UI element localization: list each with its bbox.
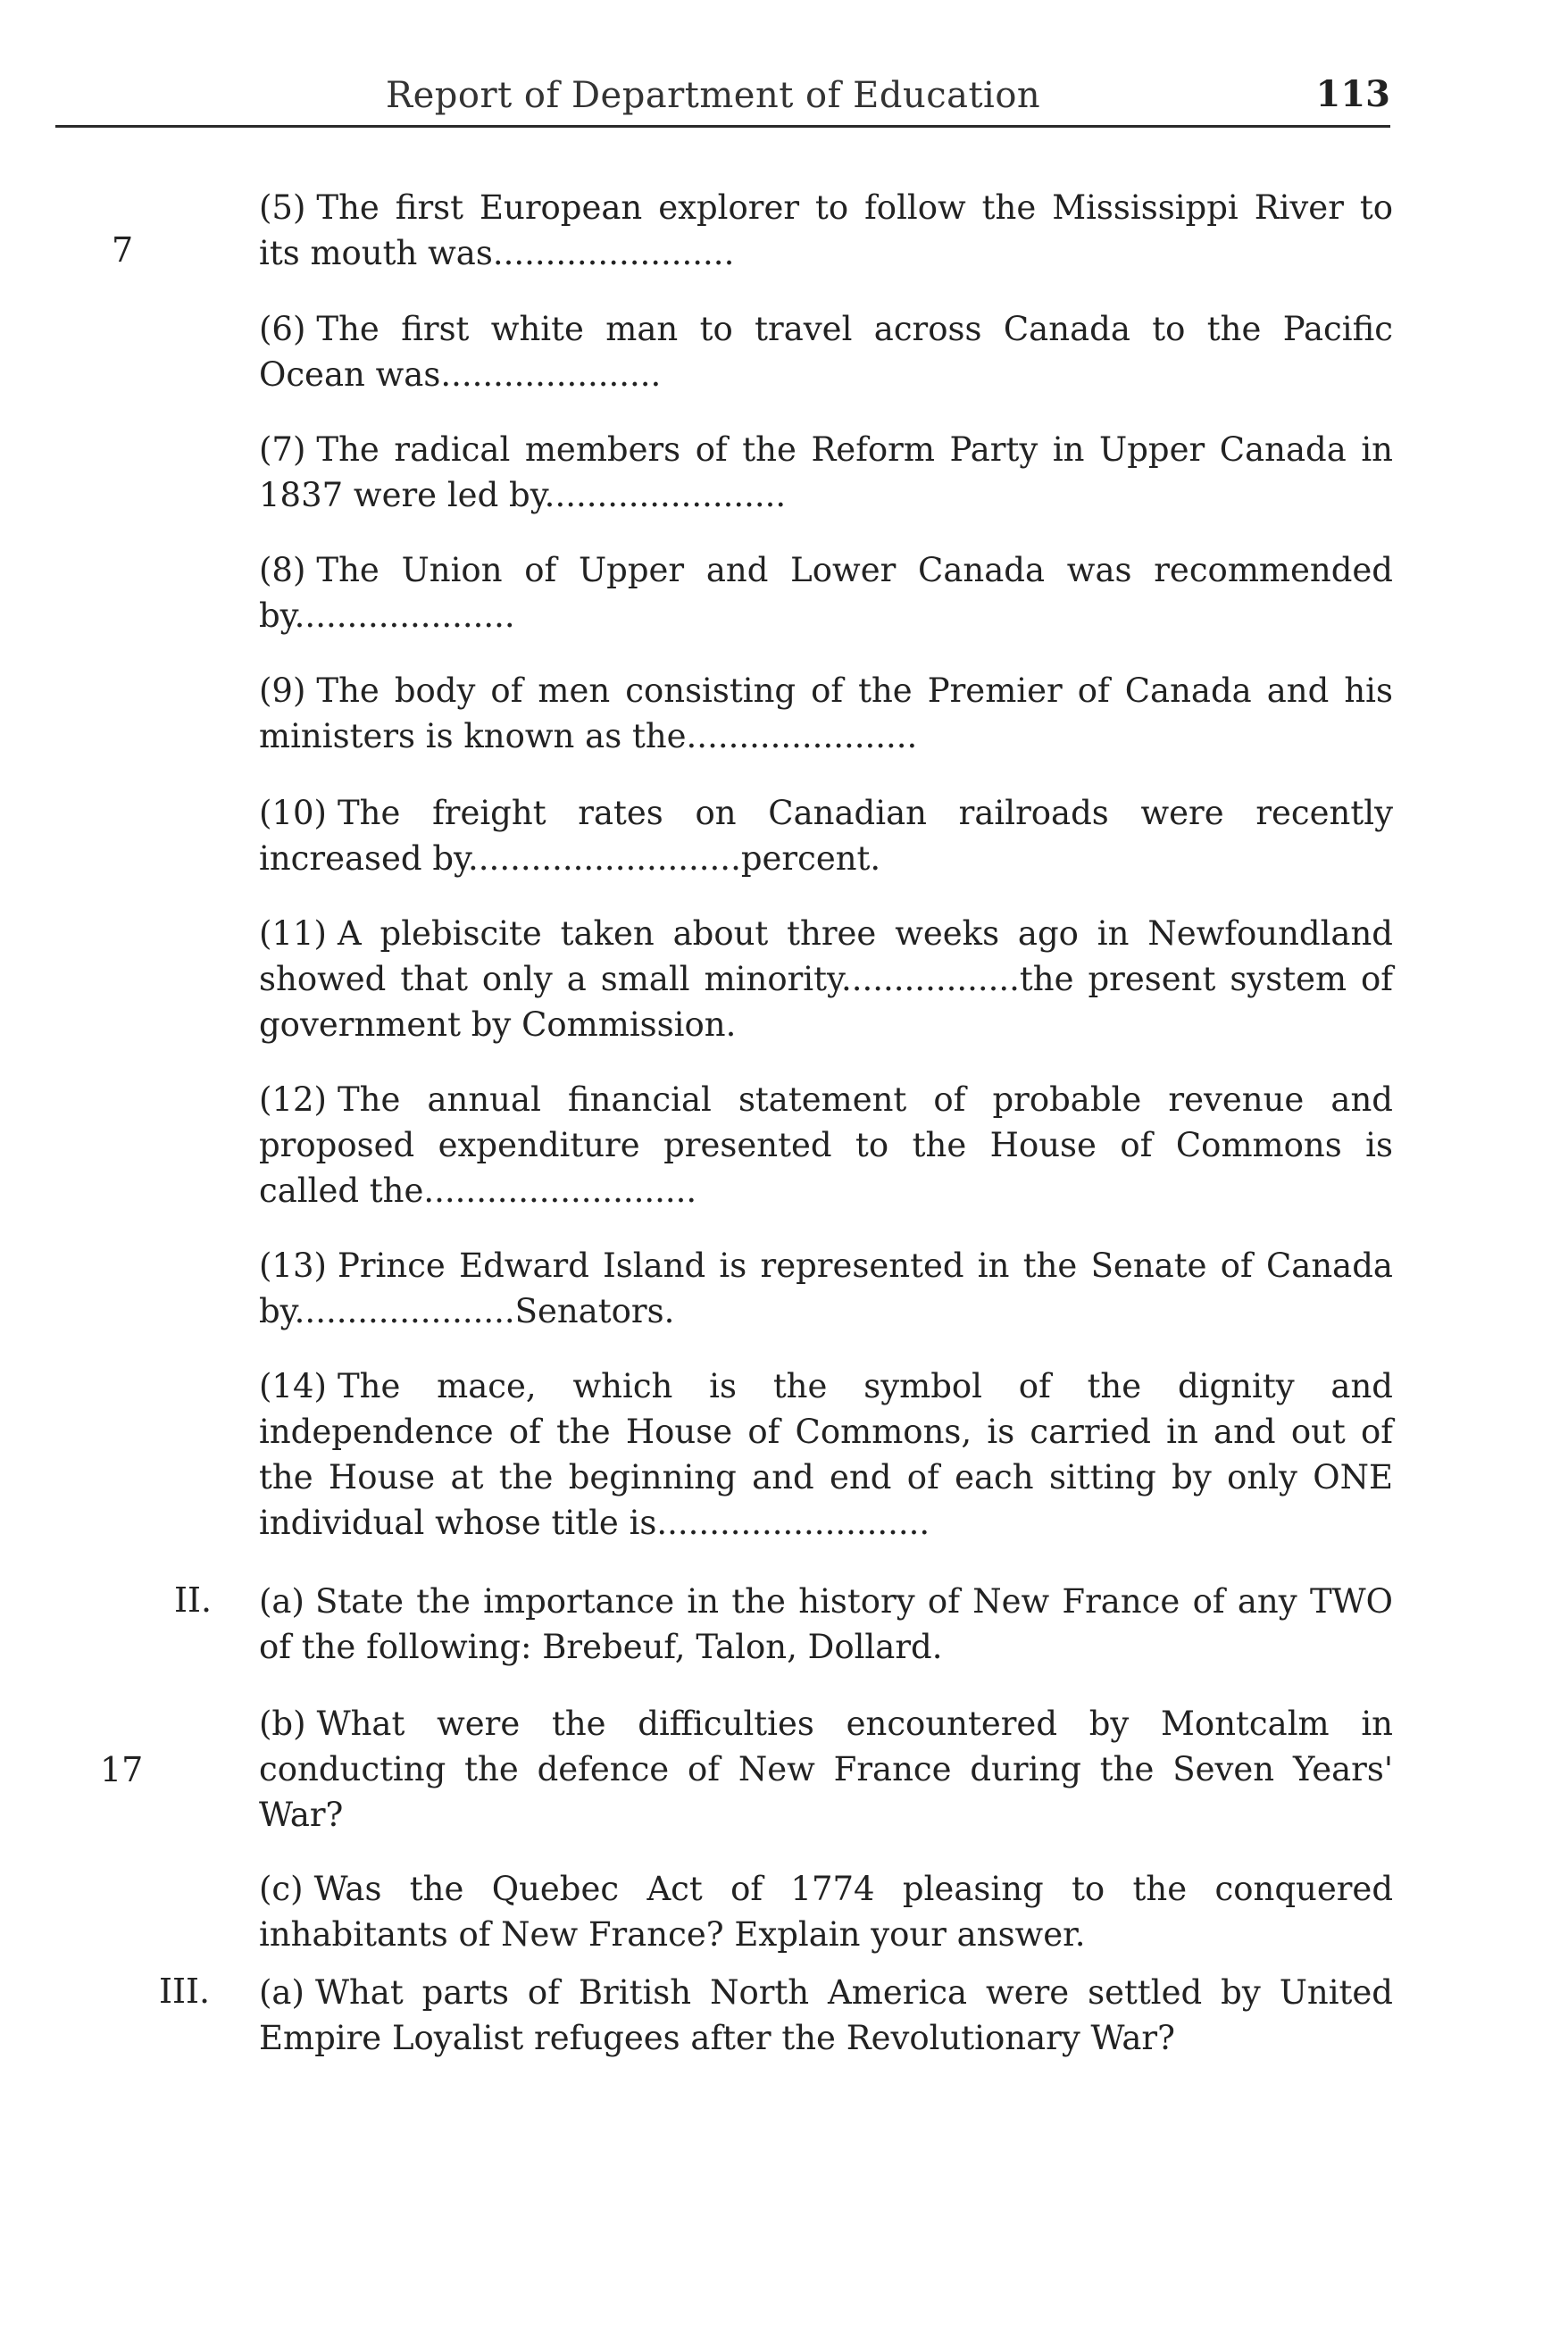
question-text: A plebiscite taken about three weeks ago in Newfoundland showed that only a small minority.................the present system of government by Commission. [259, 914, 1393, 1044]
question-ii-b [259, 1701, 1393, 1838]
question-text: The first European explorer to follow the Mississippi River to its mouth was....................... [259, 188, 1393, 272]
question-number: (7) [259, 430, 306, 469]
question-number: (12) [259, 1080, 327, 1119]
question-text: The body of men consisting of the Premier of Canada and his ministers is known as the...................... [259, 671, 1393, 755]
section-label-iii: III. [159, 1972, 211, 2011]
question-number: (6) [259, 310, 306, 348]
question-10 [259, 790, 1393, 881]
question-number: (c) [259, 1870, 304, 1908]
question-number: (13) [259, 1246, 327, 1285]
page-header [55, 70, 1390, 128]
question-number: (11) [259, 914, 327, 953]
question-text: Was the Quebec Act of 1774 pleasing to the conquered inhabitants of New France? Explain your answer. [259, 1870, 1393, 1954]
question-5 [259, 185, 1393, 276]
question-number: (5) [259, 188, 306, 227]
question-text: State the importance in the history of New France of any TWO of the following: Brebeuf, Talon, Dollard. [259, 1582, 1393, 1666]
question-9 [259, 668, 1393, 759]
question-text: The Union of Upper and Lower Canada was recommended by..................... [259, 551, 1393, 635]
question-text: The annual financial statement of probable revenue and proposed expenditure presented to the House of Commons is called the.......................... [259, 1080, 1393, 1210]
section-label-ii: II. [174, 1580, 213, 1620]
question-8 [259, 547, 1393, 638]
question-14 [259, 1363, 1393, 1546]
question-13 [259, 1243, 1393, 1334]
question-text: The mace, which is the symbol of the dignity and independence of the House of Commons, is carried in and out of the House at the beginning and end of each sitting by only ONE individual whose title is.......................... [259, 1367, 1393, 1542]
question-7 [259, 427, 1393, 518]
margin-mark-17: 17 [100, 1750, 144, 1789]
question-text: What were the difficulties encountered by Montcalm in conducting the defence of New France during the Seven Years' War? [259, 1705, 1393, 1834]
question-text: What parts of British North America were settled by United Empire Loyalist refugees after the Revolutionary War? [259, 1973, 1393, 2057]
question-number: (14) [259, 1367, 327, 1405]
question-6 [259, 306, 1393, 397]
question-iii-a [259, 1970, 1393, 2061]
question-number: (10) [259, 794, 327, 832]
question-text: The first white man to travel across Canada to the Pacific Ocean was..................... [259, 310, 1393, 394]
margin-mark-7: 7 [112, 230, 134, 270]
header-title: Report of Department of Education [386, 75, 1041, 116]
question-ii-a [259, 1579, 1393, 1670]
question-ii-c [259, 1866, 1393, 1957]
question-number: (a) [259, 1582, 304, 1621]
question-number: (9) [259, 671, 306, 710]
question-text: The freight rates on Canadian railroads were recently increased by..........................percent. [259, 794, 1393, 878]
question-text: The radical members of the Reform Party in Upper Canada in 1837 were led by....................... [259, 430, 1393, 514]
question-11 [259, 911, 1393, 1047]
question-12 [259, 1077, 1393, 1213]
question-number: (8) [259, 551, 306, 589]
page-number: 113 [1315, 73, 1390, 115]
question-number: (b) [259, 1705, 306, 1743]
question-number: (a) [259, 1973, 304, 2012]
question-text: Prince Edward Island is represented in the Senate of Canada by.....................Senators. [259, 1246, 1393, 1330]
